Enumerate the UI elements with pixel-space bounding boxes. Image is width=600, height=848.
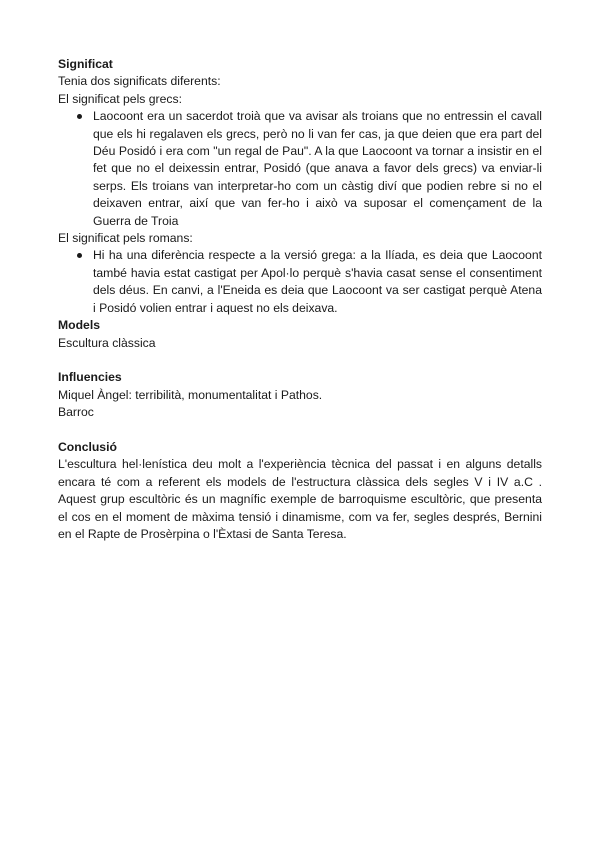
document-body [58,56,542,543]
romans-item-text: Hi ha una diferència respecte a la versió grega: a la Ilíada, es deia que Laocoont també havia estat castigat per Apol·lo perquè s'havia casat sense el consentiment dels déus. En canvi, a l'Eneida es deia que Laocoont va ser castigat perquè Atena i Posidó volien entrar i aquest no els deixava. [93,248,542,315]
heading-significat: Significat [58,57,113,71]
heading-conclusio: Conclusió [58,439,117,454]
romans-label: El significat pels romans: [58,231,193,246]
list-item [58,247,542,317]
spacer [58,352,542,369]
heading-influencies: Influencies [58,370,122,385]
influencies-line-2: Barroc [58,405,94,420]
list-item [58,108,542,230]
romans-list [58,247,542,317]
heading-models: Models [58,318,100,333]
greeks-list [58,108,542,230]
spacer [58,422,542,439]
models-text: Escultura clàssica [58,335,156,350]
conclusio-text: L'escultura hel·lenística deu molt a l'experiència tècnica del passat i en alguns detalls encara té com a referent els models de l'estructura clàssica dels segles V i IV a.C . Aquest grup escultòric és un magnífic exemple de barroquisme escultòric, que presenta el cos en el moment de màxima tensió i dinamisme, com va fer, segles després, Bernini en el Rapte de Prosèrpina o l'Èxtasi de Santa Teresa. [58,457,542,541]
bullet-icon [77,253,82,258]
influencies-line-1: Miquel Àngel: terribilità, monumentalitat i Pathos. [58,387,323,402]
significat-intro: Tenia dos significats diferents: [58,74,221,89]
greeks-label: El significat pels grecs: [58,91,182,106]
bullet-icon [77,114,82,119]
greeks-item-text: Laocoont era un sacerdot troià que va avisar als troians que no entressin el cavall que els hi regalaven els grecs, però no li van fer cas, ja que deien que era part del Déu Posidó i era com "un regal de Pau". A la que Laocoont va tornar a insistir en el fet que no el deixessin entrar, Posidó (que anava a favor dels grecs) va enviar-li serps. Els troians van interpretar-ho com un càstig diví que podien rebre si no el deixaven entrar, així que van fer-ho i això va suposar el començament de la Guerra de Troia [93,109,542,228]
